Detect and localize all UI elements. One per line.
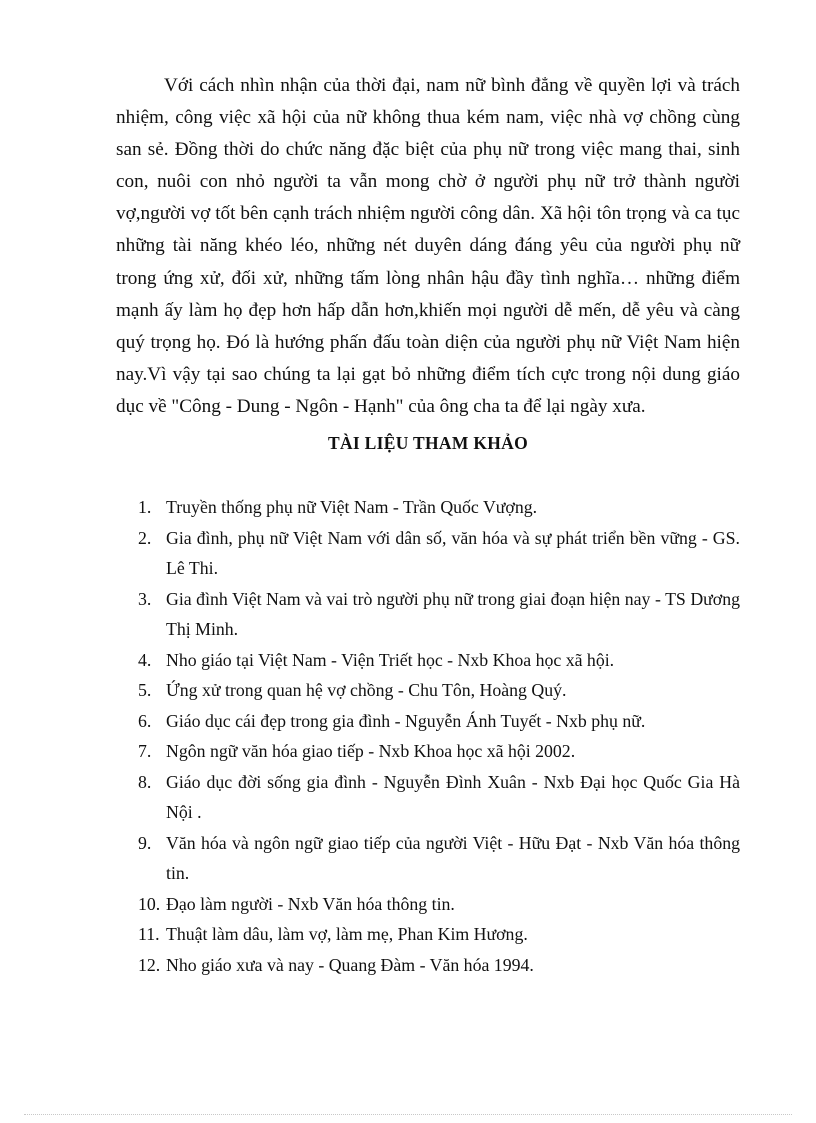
reference-number: 3. xyxy=(138,588,152,609)
reference-text: Ứng xử trong quan hệ vợ chồng - Chu Tôn, Hoàng Quý. xyxy=(166,680,567,700)
reference-number: 1. xyxy=(138,497,152,517)
reference-text: Thuật làm dâu, làm vợ, làm mẹ, Phan Kim Hương. xyxy=(166,924,528,944)
body-paragraph: Với cách nhìn nhận của thời đại, nam nữ bình đẳng về quyền lợi và trách nhiệm, công việc xã hội của nữ không thua kém nam, việc nhà vợ chồng cùng san sẻ. Đồng thời do chức năng đặc biệt của phụ nữ trong việc mang thai, sinh con, nuôi con nhỏ người ta vẫn mong chờ ở người phụ nữ trở thành người vợ,người vợ tốt bên cạnh trách nhiệm người công dân. Xã hội tôn trọng và ca tục những tài năng khéo léo, những nét duyên dáng đáng yêu của người phụ nữ trong ứng xử, đối xử, những tấm lòng nhân hậu đầy tình nghĩa… những điểm mạnh ấy làm họ đẹp hơn hấp dẫn hơn,khiến mọi người dễ mến, dễ yêu và càng quý trọng họ. Đó là hướng phấn đấu toàn diện của người phụ nữ Việt Nam hiện nay.Vì vậy tại sao chúng ta lại gạt bỏ những điểm tích cực trong nội dung giáo dục về "Công - Dung - Ngôn - Hạnh" của ông cha ta để lại ngày xưa. xyxy=(116,75,740,417)
reference-number: 4. xyxy=(138,649,152,670)
references-heading: TÀI LIỆU THAM KHẢO xyxy=(327,433,529,453)
reference-item-11 xyxy=(138,919,740,950)
reference-text: Nho giáo xưa và nay - Quang Đàm - Văn hóa 1994. xyxy=(166,954,534,975)
page-bottom-divider xyxy=(24,1114,792,1115)
reference-number: 7. xyxy=(138,741,152,761)
reference-text: Văn hóa và ngôn ngữ giao tiếp của người Việt - Hữu Đạt - Nxb Văn hóa thông tin. xyxy=(166,832,740,883)
reference-item-7 xyxy=(138,736,740,767)
reference-text: Gia đình, phụ nữ Việt Nam với dân số, văn hóa và sự phát triển bền vững - GS. Lê Thi. xyxy=(166,527,740,578)
reference-number: 2. xyxy=(138,527,152,548)
reference-item-2 xyxy=(138,523,740,584)
reference-text: Giáo dục cái đẹp trong gia đình - Nguyễn Ánh Tuyết - Nxb phụ nữ. xyxy=(166,710,646,731)
reference-item-6 xyxy=(138,706,740,737)
reference-number: 8. xyxy=(138,771,152,792)
reference-number: 12. xyxy=(138,954,161,975)
reference-text: Đạo làm người - Nxb Văn hóa thông tin. xyxy=(166,893,455,914)
references-list xyxy=(138,492,740,980)
reference-text: Gia đình Việt Nam và vai trò người phụ nữ trong giai đoạn hiện nay - TS Dương Thị Minh. xyxy=(166,588,740,639)
reference-number: 11. xyxy=(138,924,160,944)
reference-item-4 xyxy=(138,645,740,676)
reference-item-8 xyxy=(138,767,740,828)
reference-number: 6. xyxy=(138,710,152,731)
reference-text: Nho giáo tại Việt Nam - Viện Triết học - Nxb Khoa học xã hội. xyxy=(166,649,615,670)
reference-item-9 xyxy=(138,828,740,889)
reference-item-1 xyxy=(138,492,740,523)
reference-item-3 xyxy=(138,584,740,645)
reference-text: Ngôn ngữ văn hóa giao tiếp - Nxb Khoa học xã hội 2002. xyxy=(166,741,576,761)
reference-number: 9. xyxy=(138,832,152,853)
reference-item-12 xyxy=(138,950,740,981)
reference-number: 5. xyxy=(138,680,152,700)
reference-number: 10. xyxy=(138,893,161,914)
reference-item-10 xyxy=(138,889,740,920)
reference-text: Giáo dục đời sống gia đình - Nguyễn Đình Xuân - Nxb Đại học Quốc Gia Hà Nội . xyxy=(166,771,740,822)
reference-item-5 xyxy=(138,675,740,706)
reference-text: Truyền thống phụ nữ Việt Nam - Trần Quốc Vượng. xyxy=(166,497,538,517)
